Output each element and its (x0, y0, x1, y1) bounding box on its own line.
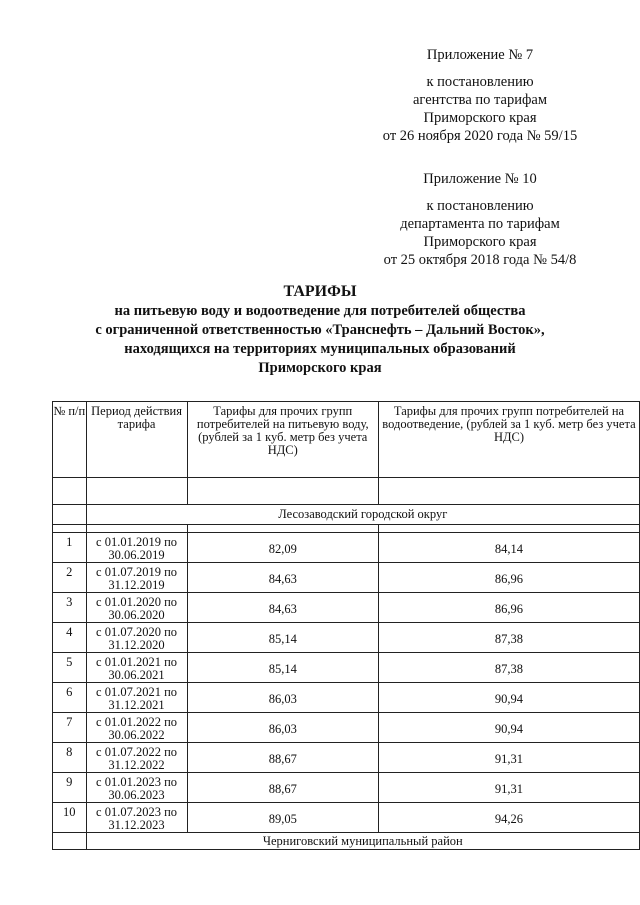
title-line: с ограниченной ответственностью «Транснефть – Дальний Восток», (95, 322, 545, 338)
row-period: с 01.07.2020 по 31.12.2020 (86, 623, 187, 653)
table-row (53, 773, 640, 803)
section-row (53, 505, 640, 525)
row-water-tariff: 82,09 (187, 533, 378, 563)
document-title (60, 282, 580, 378)
row-period: с 01.01.2020 по 30.06.2020 (86, 593, 187, 623)
tariff-table (52, 401, 640, 850)
table-row (53, 623, 640, 653)
table-row (53, 713, 640, 743)
table-row (53, 593, 640, 623)
row-sewage-tariff: 90,94 (378, 683, 639, 713)
header-sewage: Тарифы для прочих групп потребителей на водоотведение, (рублей за 1 куб. метр без учета НДС) (378, 402, 639, 478)
row-water-tariff: 89,05 (187, 803, 378, 833)
header-num: № п/п (53, 402, 87, 478)
table-row (53, 803, 640, 833)
row-number: 5 (53, 653, 87, 683)
row-period: с 01.07.2022 по 31.12.2022 (86, 743, 187, 773)
row-water-tariff: 88,67 (187, 743, 378, 773)
header-spacer-row (53, 478, 640, 505)
title-line: на питьевую воду и водоотведение для потребителей общества (114, 303, 526, 319)
row-number: 4 (53, 623, 87, 653)
annex-7-heading: Приложение № 7 (426, 47, 534, 63)
annex-7-block (370, 46, 590, 145)
table-row (53, 653, 640, 683)
annex-7-line: от 26 ноября 2020 года № 59/15 (382, 128, 578, 144)
row-water-tariff: 84,63 (187, 563, 378, 593)
row-sewage-tariff: 91,31 (378, 743, 639, 773)
row-number: 9 (53, 773, 87, 803)
row-sewage-tariff: 91,31 (378, 773, 639, 803)
annex-10-line: к постановлению (426, 198, 534, 214)
title-line: Приморского края (258, 360, 382, 376)
section-title-chernigovsky: Черниговский муниципальный район (86, 833, 639, 850)
section-gap-row (53, 525, 640, 533)
annex-10-heading: Приложение № 10 (423, 171, 537, 187)
row-water-tariff: 86,03 (187, 683, 378, 713)
row-period: с 01.07.2019 по 31.12.2019 (86, 563, 187, 593)
row-period: с 01.01.2021 по 30.06.2021 (86, 653, 187, 683)
section-row (53, 833, 640, 850)
annex-10-line: департамента по тарифам (400, 216, 560, 232)
table-header-row (53, 402, 640, 478)
row-number: 7 (53, 713, 87, 743)
row-sewage-tariff: 86,96 (378, 563, 639, 593)
row-sewage-tariff: 87,38 (378, 653, 639, 683)
section-title-lesozavodsk: Лесозаводский городской округ (86, 505, 639, 525)
row-sewage-tariff: 94,26 (378, 803, 639, 833)
table-row (53, 743, 640, 773)
row-water-tariff: 88,67 (187, 773, 378, 803)
row-period: с 01.07.2023 по 31.12.2023 (86, 803, 187, 833)
table-row (53, 683, 640, 713)
row-water-tariff: 85,14 (187, 653, 378, 683)
row-number: 3 (53, 593, 87, 623)
row-sewage-tariff: 87,38 (378, 623, 639, 653)
annex-10-block (362, 170, 598, 269)
row-number: 8 (53, 743, 87, 773)
title-main: ТАРИФЫ (283, 283, 357, 300)
annex-10-line: от 25 октября 2018 года № 54/8 (383, 252, 577, 268)
row-period: с 01.01.2022 по 30.06.2022 (86, 713, 187, 743)
row-number: 10 (53, 803, 87, 833)
title-line: находящихся на территориях муниципальных образований (124, 341, 516, 357)
row-water-tariff: 86,03 (187, 713, 378, 743)
row-number: 2 (53, 563, 87, 593)
annex-7-line: к постановлению (426, 74, 534, 90)
annex-7-line: Приморского края (423, 110, 537, 126)
row-water-tariff: 85,14 (187, 623, 378, 653)
row-period: с 01.01.2023 по 30.06.2023 (86, 773, 187, 803)
table-row (53, 533, 640, 563)
annex-7-line: агентства по тарифам (413, 92, 547, 108)
table-body (53, 533, 640, 833)
row-number: 1 (53, 533, 87, 563)
header-period: Период действия тарифа (86, 402, 187, 478)
row-period: с 01.07.2021 по 31.12.2021 (86, 683, 187, 713)
row-water-tariff: 84,63 (187, 593, 378, 623)
row-sewage-tariff: 90,94 (378, 713, 639, 743)
row-period: с 01.01.2019 по 30.06.2019 (86, 533, 187, 563)
row-sewage-tariff: 86,96 (378, 593, 639, 623)
row-sewage-tariff: 84,14 (378, 533, 639, 563)
annex-10-line: Приморского края (423, 234, 537, 250)
table-row (53, 563, 640, 593)
header-water: Тарифы для прочих групп потребителей на питьевую воду, (рублей за 1 куб. метр без учета НДС) (187, 402, 378, 478)
row-number: 6 (53, 683, 87, 713)
